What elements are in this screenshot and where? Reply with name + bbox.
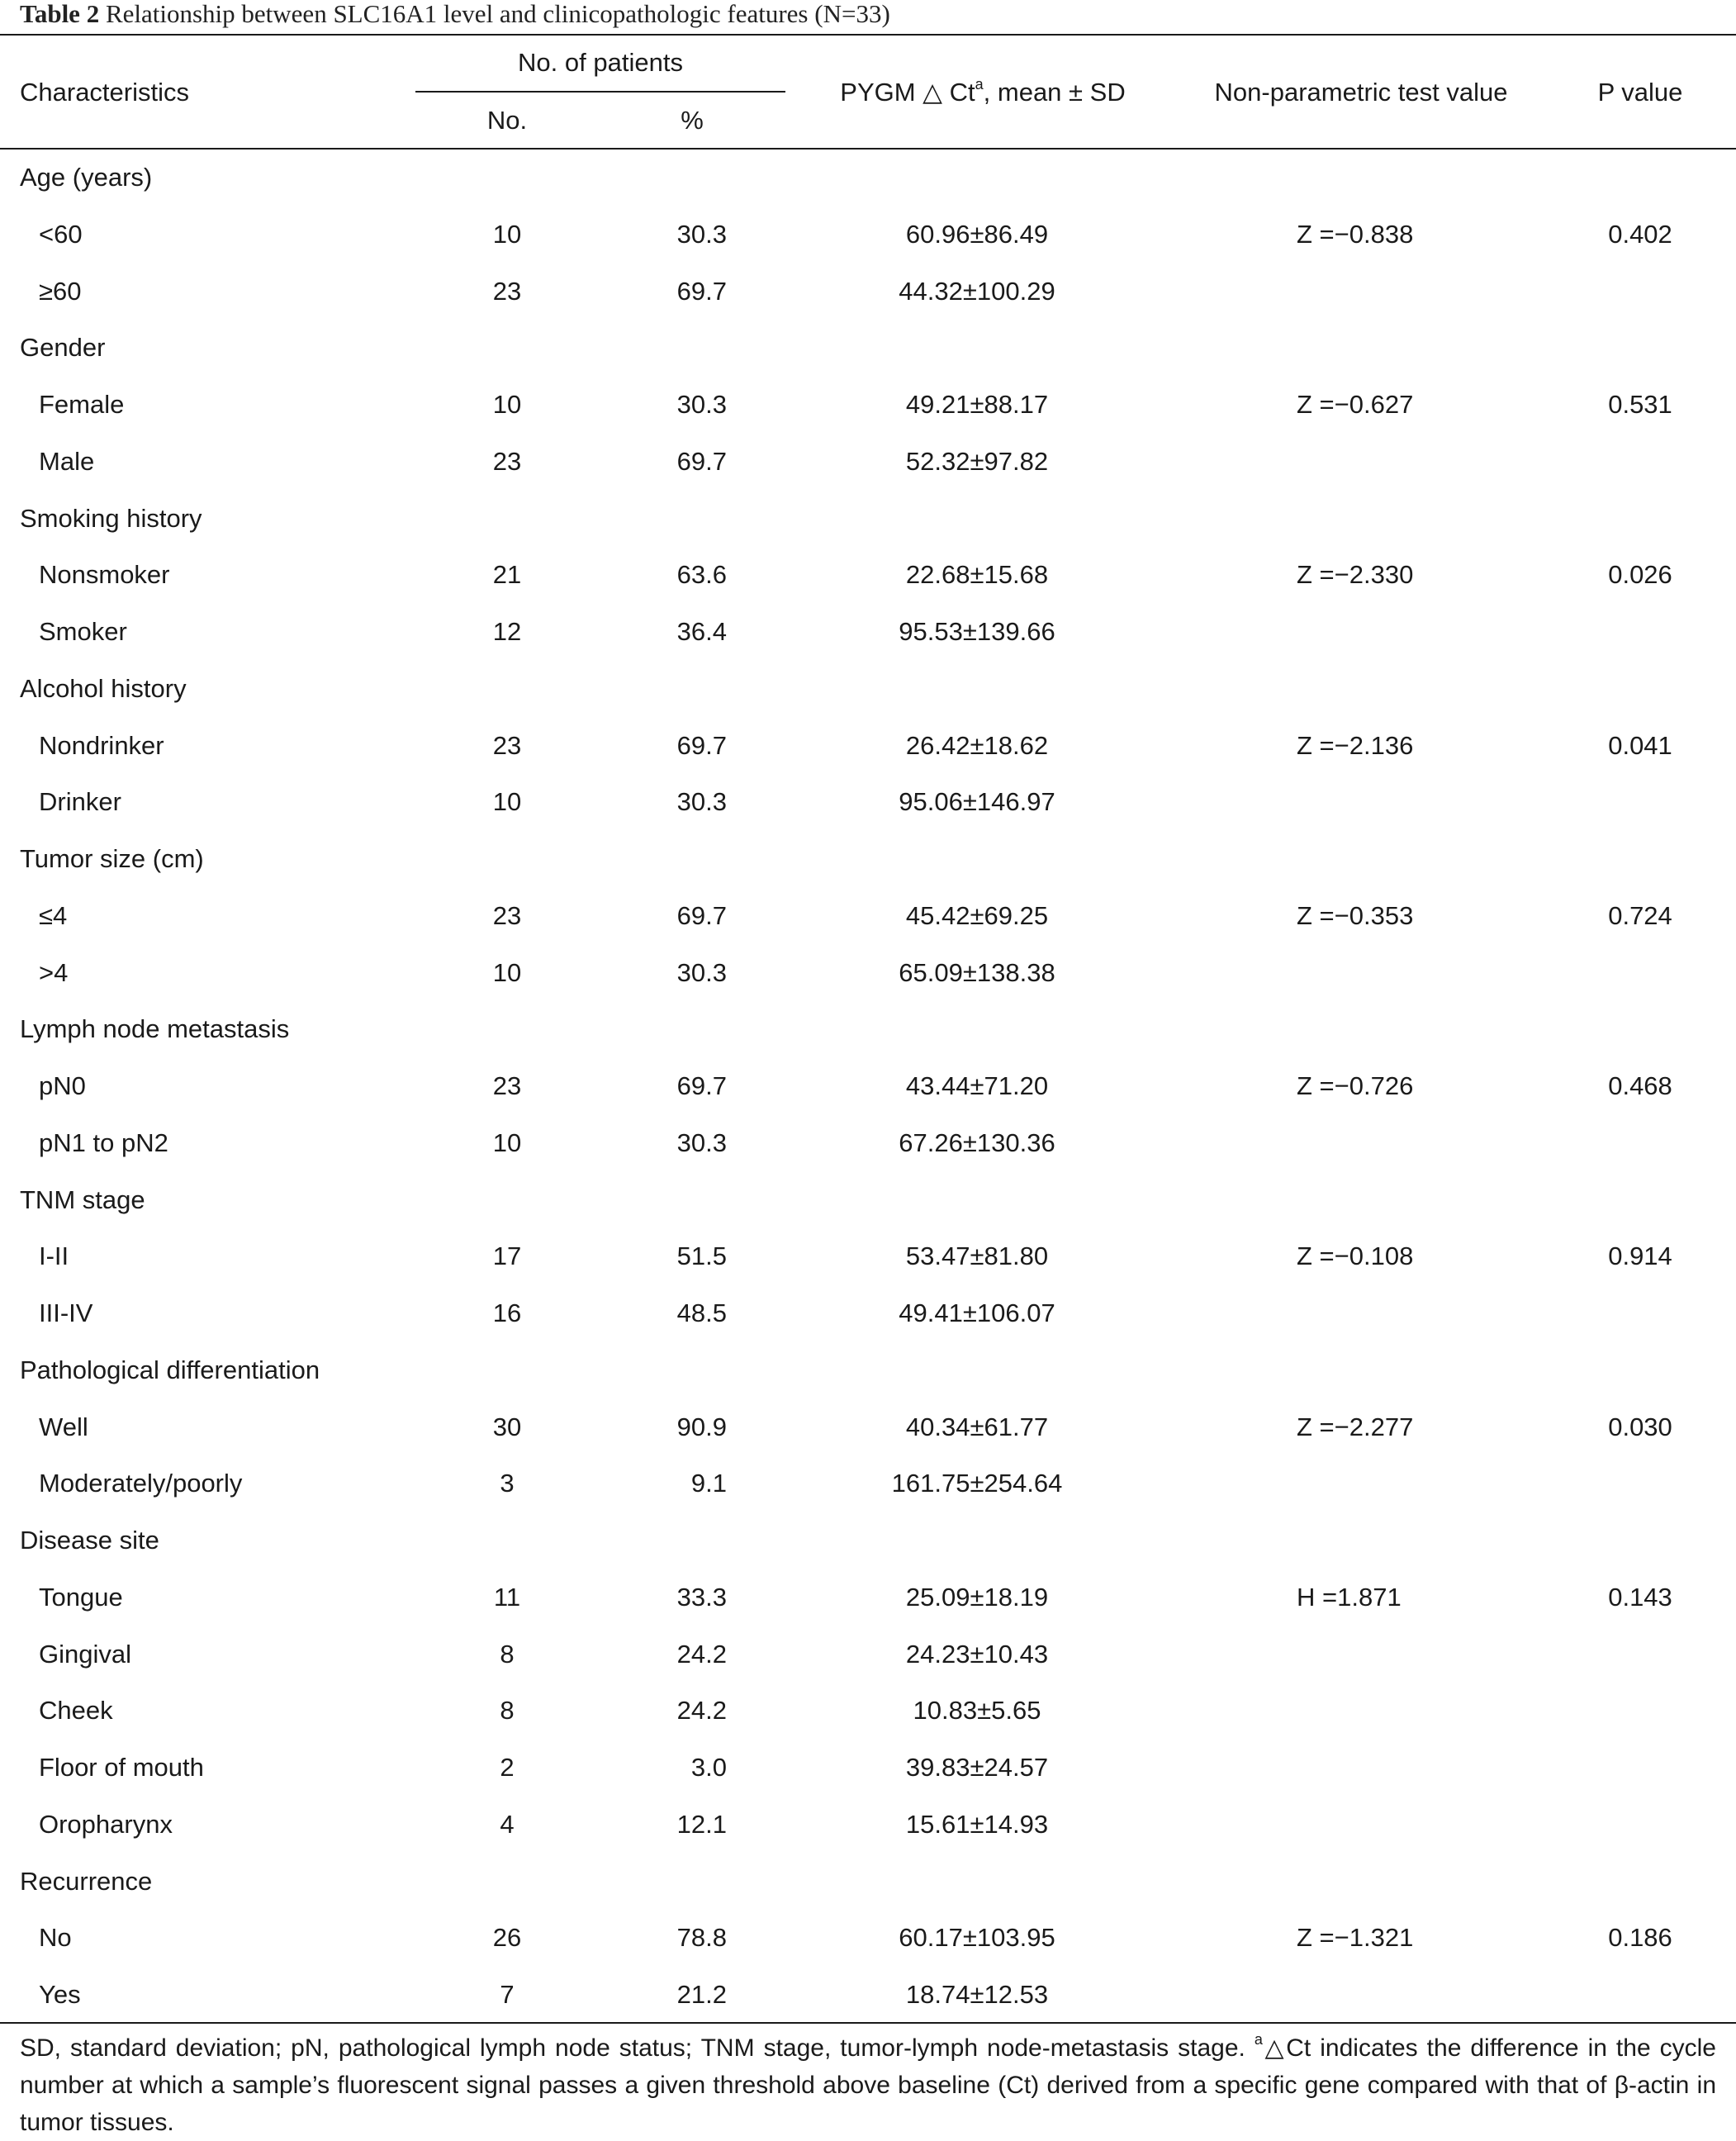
header-test: Non-parametric test value: [1214, 78, 1508, 107]
cell-mean: 67.26±130.36: [899, 1127, 1055, 1157]
top-rule: [0, 34, 1736, 36]
header-rule: [0, 148, 1736, 150]
cell-no: 10: [492, 1127, 522, 1157]
cell-pct: 24.2: [676, 1696, 727, 1726]
header-characteristics: Characteristics: [20, 78, 189, 107]
cell-label: Floor of mouth: [39, 1753, 204, 1782]
group-label: TNM stage: [20, 1184, 145, 1214]
cell-label: I-II: [39, 1241, 69, 1271]
group-label: Gender: [20, 333, 106, 363]
header-pct: %: [681, 106, 704, 135]
cell-label: ≥60: [39, 276, 82, 306]
cell-label: pN0: [39, 1071, 86, 1100]
cell-mean: 95.06±146.97: [899, 787, 1055, 817]
cell-mean: 22.68±15.68: [905, 560, 1049, 590]
cell-label: Yes: [39, 1980, 81, 2009]
cell-pct: 9.1: [690, 1469, 727, 1498]
cell-no: 26: [492, 1923, 522, 1953]
cell-label: Moderately/poorly: [39, 1469, 243, 1498]
cell-label: Drinker: [39, 787, 121, 817]
cell-no: 23: [492, 900, 522, 930]
cell-test: Z =−0.353: [1297, 900, 1414, 930]
cell-p: 0.026: [1608, 560, 1672, 590]
cell-test: H =1.871: [1297, 1582, 1402, 1612]
cell-label: Smoker: [39, 617, 127, 646]
cell-mean: 60.96±86.49: [905, 219, 1049, 249]
cell-p: 0.030: [1608, 1412, 1672, 1441]
cell-no: 10: [492, 957, 522, 987]
header-p: P value: [1597, 78, 1683, 107]
header-group-rule: [415, 91, 785, 93]
cell-test: Z =−2.136: [1297, 730, 1414, 760]
footnote: SD, standard deviation; pN, pathological lymph node status; TNM stage, tumor-lymph node-metastasis stage. $^a$△Ct indicates the difference in the cycle number at which a sample’s fluorescent signal passes a given threshold above baseline (Ct) derived from a specific gene compared with that of β-actin in tumor tissues.: [20, 2031, 1716, 2136]
cell-no: 21: [492, 560, 522, 590]
cell-no: 8: [500, 1639, 515, 1669]
cell-no: 23: [492, 1071, 522, 1100]
cell-label: >4: [39, 957, 69, 987]
cell-no: 11: [493, 1582, 521, 1612]
cell-pct: 30.3: [676, 390, 727, 419]
cell-p: 0.914: [1608, 1241, 1672, 1271]
cell-test: Z =−0.726: [1297, 1071, 1414, 1100]
cell-no: 10: [492, 390, 522, 419]
group-label: Disease site: [20, 1526, 159, 1555]
cell-label: Well: [39, 1412, 88, 1441]
cell-no: 10: [492, 787, 522, 817]
group-label: Age (years): [20, 163, 153, 192]
cell-pct: 69.7: [676, 1071, 727, 1100]
cell-no: 17: [492, 1241, 522, 1271]
cell-no: 23: [492, 446, 522, 476]
cell-pct: 30.3: [676, 1127, 727, 1157]
cell-test: Z =−0.838: [1297, 219, 1414, 249]
cell-no: 12: [492, 617, 522, 646]
cell-mean: 26.42±18.62: [905, 730, 1049, 760]
cell-label: No: [39, 1923, 72, 1953]
cell-no: 23: [492, 276, 522, 306]
cell-mean: 43.44±71.20: [905, 1071, 1049, 1100]
group-label: Pathological differentiation: [20, 1355, 320, 1384]
cell-mean: 40.34±61.77: [905, 1412, 1049, 1441]
cell-no: 30: [492, 1412, 522, 1441]
cell-p: 0.143: [1608, 1582, 1672, 1612]
cell-test: Z =−0.108: [1297, 1241, 1414, 1271]
cell-pct: 69.7: [676, 276, 727, 306]
cell-pct: 69.7: [676, 730, 727, 760]
cell-p: 0.041: [1608, 730, 1672, 760]
cell-mean: 161.75±254.64: [891, 1469, 1063, 1498]
cell-mean: 53.47±81.80: [905, 1241, 1049, 1271]
cell-mean: 52.32±97.82: [905, 446, 1049, 476]
cell-p: 0.531: [1608, 390, 1672, 419]
cell-p: 0.468: [1608, 1071, 1672, 1100]
group-label: Smoking history: [20, 503, 202, 533]
cell-mean: 10.83±5.65: [913, 1696, 1041, 1726]
cell-no: 4: [500, 1809, 515, 1839]
group-label: Tumor size (cm): [20, 844, 204, 873]
cell-pct: 12.1: [676, 1809, 727, 1839]
cell-label: Nondrinker: [39, 730, 164, 760]
cell-pct: 51.5: [676, 1241, 727, 1271]
cell-label: III-IV: [39, 1298, 93, 1327]
cell-no: 7: [500, 1980, 515, 2009]
cell-p: 0.186: [1608, 1923, 1672, 1953]
group-label: Lymph node metastasis: [20, 1014, 290, 1044]
header-patients-group: No. of patients: [518, 48, 683, 77]
cell-label: Nonsmoker: [39, 560, 170, 590]
cell-no: 23: [492, 730, 522, 760]
cell-label: Cheek: [39, 1696, 113, 1726]
cell-mean: 49.21±88.17: [905, 390, 1049, 419]
cell-pct: 30.3: [676, 219, 727, 249]
header-no: No.: [486, 106, 528, 135]
cell-no: 16: [492, 1298, 522, 1327]
cell-test: Z =−2.277: [1297, 1412, 1414, 1441]
header-pygm: PYGM △ Ct$^a$, mean ± SD: [840, 76, 1126, 107]
cell-mean: 65.09±138.38: [899, 957, 1055, 987]
cell-pct: 33.3: [676, 1582, 727, 1612]
cell-test: Z =−1.321: [1297, 1923, 1414, 1953]
cell-pct: 78.8: [676, 1923, 727, 1953]
cell-pct: 63.6: [676, 560, 727, 590]
cell-label: Male: [39, 446, 95, 476]
cell-no: 8: [500, 1696, 515, 1726]
cell-label: pN1 to pN2: [39, 1127, 168, 1157]
cell-mean: 45.42±69.25: [905, 900, 1049, 930]
cell-pct: 30.3: [676, 787, 727, 817]
cell-pct: 3.0: [690, 1753, 727, 1782]
cell-mean: 49.41±106.07: [899, 1298, 1055, 1327]
cell-mean: 18.74±12.53: [905, 1980, 1049, 2009]
cell-pct: 48.5: [676, 1298, 727, 1327]
cell-mean: 25.09±18.19: [905, 1582, 1049, 1612]
cell-pct: 24.2: [676, 1639, 727, 1669]
cell-pct: 30.3: [676, 957, 727, 987]
cell-pct: 90.9: [676, 1412, 727, 1441]
cell-no: 3: [500, 1469, 515, 1498]
cell-pct: 21.2: [676, 1980, 727, 2009]
cell-label: Tongue: [39, 1582, 123, 1612]
table-caption: [20, 0, 890, 33]
cell-label: Female: [39, 390, 125, 419]
cell-mean: 24.23±10.43: [905, 1639, 1049, 1669]
cell-mean: 15.61±14.93: [905, 1809, 1049, 1839]
bottom-rule: [0, 2022, 1736, 2024]
cell-label: Gingival: [39, 1639, 131, 1669]
caption-text: Relationship between SLC16A1 level and clinicopathologic features (N=33): [105, 0, 890, 28]
cell-test: Z =−0.627: [1297, 390, 1414, 419]
cell-mean: 39.83±24.57: [905, 1753, 1049, 1782]
cell-mean: 44.32±100.29: [899, 276, 1055, 306]
cell-label: ≤4: [39, 900, 68, 930]
cell-test: Z =−2.330: [1297, 560, 1414, 590]
cell-pct: 69.7: [676, 446, 727, 476]
cell-p: 0.402: [1608, 219, 1672, 249]
cell-mean: 60.17±103.95: [899, 1923, 1055, 1953]
cell-label: <60: [39, 219, 83, 249]
group-label: Recurrence: [20, 1866, 153, 1896]
cell-pct: 69.7: [676, 900, 727, 930]
group-label: Alcohol history: [20, 673, 187, 703]
caption-label: Table 2: [20, 0, 100, 28]
cell-label: Oropharynx: [39, 1809, 173, 1839]
cell-no: 2: [500, 1753, 515, 1782]
cell-pct: 36.4: [676, 617, 727, 646]
cell-no: 10: [492, 219, 522, 249]
cell-p: 0.724: [1608, 900, 1672, 930]
cell-mean: 95.53±139.66: [899, 617, 1055, 646]
